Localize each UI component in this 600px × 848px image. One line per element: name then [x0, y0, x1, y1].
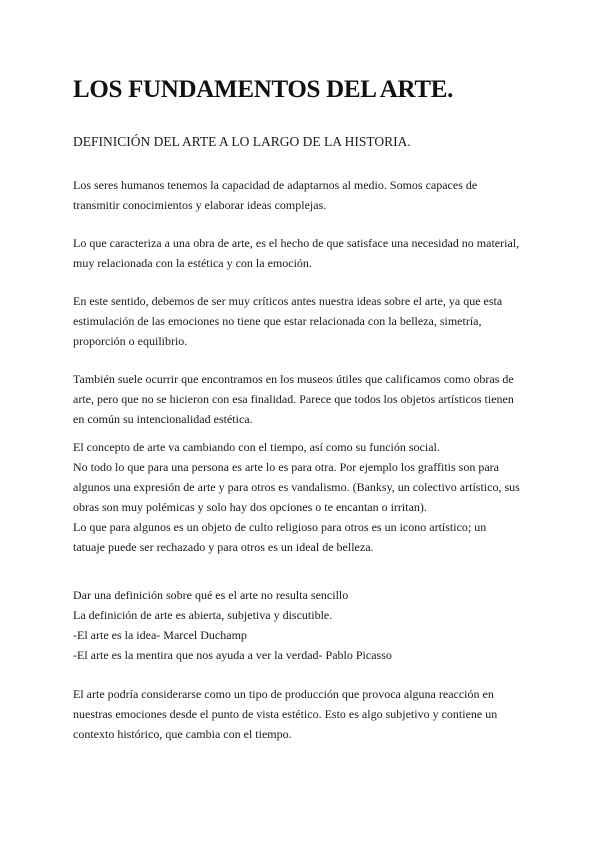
paragraph-line: arte, pero que no se hicieron con esa finalidad. Parece que todos los objetos artísticos tienen [73, 392, 514, 406]
paragraph-line: En este sentido, debemos de ser muy críticos antes nuestra ideas sobre el arte, ya que esta [73, 294, 503, 308]
quote-duchamp: -El arte es la idea- Marcel Duchamp [73, 628, 247, 642]
paragraph-line: nuestras emociones desde el punto de vista estético. Esto es algo subjetivo y contiene un [73, 707, 498, 721]
paragraph-line: transmitir conocimientos y elaborar ideas complejas. [73, 198, 327, 212]
quote-picasso: -El arte es la mentira que nos ayuda a ver la verdad- Pablo Picasso [73, 648, 392, 662]
paragraph-changing-concept [73, 437, 520, 557]
paragraph-line: La definición de arte es abierta, subjetiva y discutible. [73, 608, 333, 622]
paragraph-line: muy relacionada con la estética y con la emoción. [73, 256, 312, 270]
paragraph-line: Lo que para algunos es un objeto de culto religioso para otros es un icono artístico; un [73, 520, 487, 534]
paragraph-line: Dar una definición sobre qué es el arte no resulta sencillo [73, 588, 349, 602]
paragraph-line: proporción o equilibrio. [73, 334, 188, 348]
paragraph-line: en común su intencionalidad estética. [73, 412, 253, 426]
paragraph-line: El arte podría considerarse como un tipo de producción que provoca alguna reacción en [73, 687, 494, 701]
paragraph-conclusion [73, 684, 497, 744]
paragraph-line: estimulación de las emociones no tiene que estar relacionada con la belleza, simetría, [73, 314, 482, 328]
paragraph-line: algunos una expresión de arte y para otros es vandalismo. (Banksy, un colectivo artístico, sus [73, 480, 520, 494]
paragraph-line: contexto histórico, que cambia con el tiempo. [73, 727, 292, 741]
paragraph-adaptation [73, 175, 477, 215]
section-heading: DEFINICIÓN DEL ARTE A LO LARGO DE LA HISTORIA. [73, 134, 411, 149]
paragraph-line: También suele ocurrir que encontramos en los museos útiles que calificamos como obras de [73, 372, 514, 386]
page-title: LOS FUNDAMENTOS DEL ARTE. [73, 76, 454, 103]
paragraph-line: No todo lo que para una persona es arte lo es para otra. Por ejemplo los graffitis son para [73, 460, 499, 474]
paragraph-line: tatuaje puede ser rechazado y para otros es un ideal de belleza. [73, 540, 374, 554]
paragraph-critical-view [73, 291, 502, 351]
paragraph-definition-quotes [73, 585, 392, 665]
paragraph-art-characteristics [73, 233, 519, 273]
paragraph-line: obras son muy polémicas y solo hay dos opciones o te encantan o irritan). [73, 500, 427, 514]
paragraph-line: Lo que caracteriza a una obra de arte, es el hecho de que satisface una necesidad no material, [73, 236, 520, 250]
paragraph-line: Los seres humanos tenemos la capacidad de adaptarnos al medio. Somos capaces de [73, 178, 478, 192]
paragraph-museum-objects [73, 369, 514, 429]
paragraph-line: El concepto de arte va cambiando con el tiempo, así como su función social. [73, 440, 440, 454]
